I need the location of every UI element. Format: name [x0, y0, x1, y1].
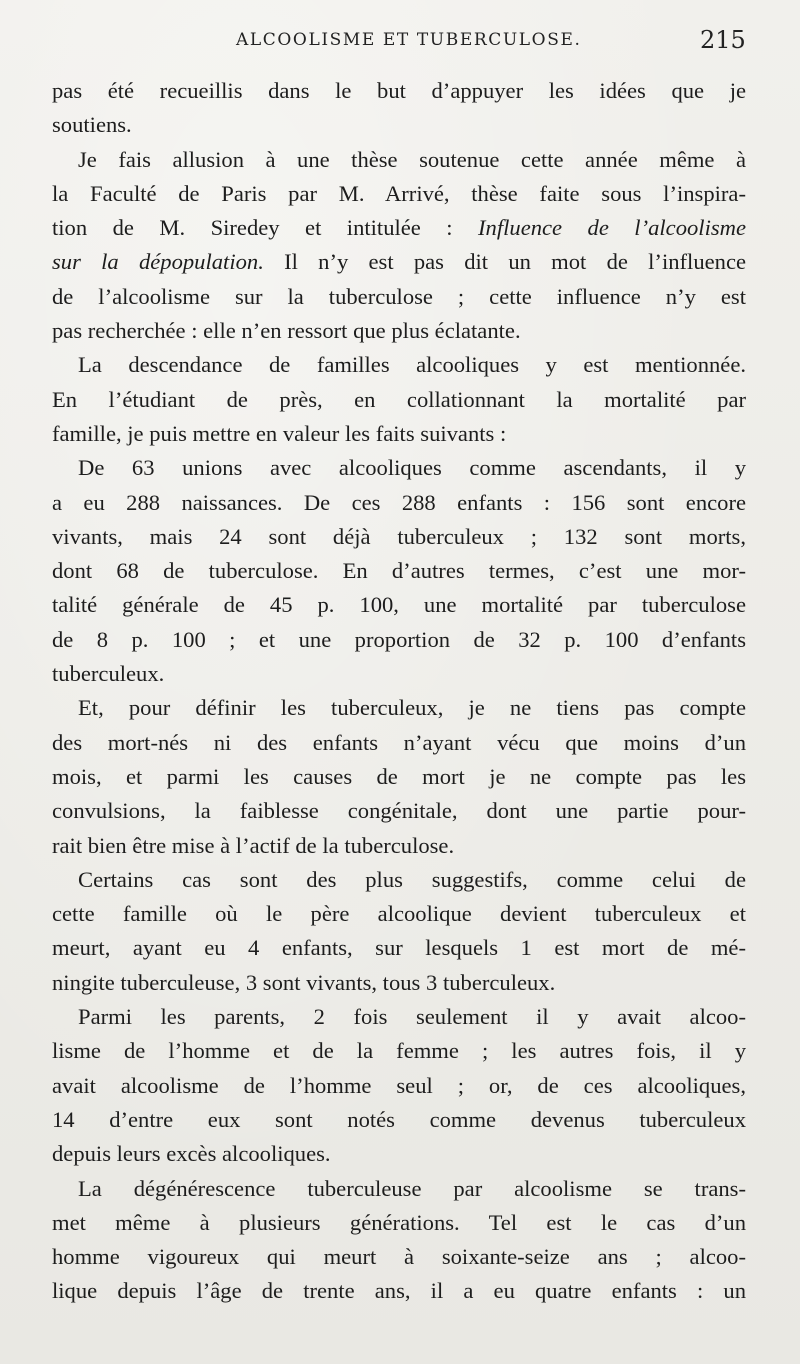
text-line	[52, 245, 746, 279]
text-line: ningite tuberculeuse, 3 sont vivants, tous 3 tuberculeux.	[52, 969, 556, 995]
text-line: de l’alcoolisme sur la tuberculose ; cette influence n’y est	[52, 283, 746, 309]
text-line: meurt, ayant eu 4 enfants, sur lesquels 1 est mort de mé-	[52, 935, 746, 961]
text-line: cette famille où le père alcoolique devient tuberculeux et	[52, 901, 746, 927]
text-line: famille, je puis mettre en valeur les faits suivants :	[52, 420, 507, 446]
text-line: pas recherchée : elle n’en ressort que plus éclatante.	[52, 318, 521, 344]
running-head: ALCOOLISME ET TUBERCULOSE.	[236, 30, 582, 50]
text-line: Certains cas sont des plus suggestifs, comme celui de	[78, 866, 746, 892]
text-line: 14 d’entre eux sont notés comme devenus tuberculeux	[52, 1106, 746, 1132]
text-line: soutiens.	[52, 112, 132, 138]
text-line: avait alcoolisme de l’homme seul ; or, de ces alcooliques,	[52, 1072, 746, 1098]
text-line: La dégénérescence tuberculeuse par alcoolisme se trans-	[78, 1175, 746, 1201]
text-line: lisme de l’homme et de la femme ; les autres fois, il y	[52, 1038, 746, 1064]
text-line	[52, 211, 746, 245]
book-title-italic: Influence de l’alcoolisme	[478, 215, 746, 241]
text-line: En l’étudiant de près, en collationnant la mortalité par	[52, 386, 746, 412]
text-fragment: tion de M. Siredey et intitulée :	[52, 215, 479, 241]
text-line: mois, et parmi les causes de mort je ne compte pas les	[52, 763, 746, 789]
text-line: la Faculté de Paris par M. Arrivé, thèse faite sous l’inspira-	[52, 180, 746, 206]
text-line: De 63 unions avec alcooliques comme ascendants, il y	[78, 455, 746, 481]
text-line: lique depuis l’âge de trente ans, il a eu quatre enfants : un	[52, 1278, 746, 1304]
text-line: pas été recueillis dans le but d’appuyer les idées que je	[52, 78, 746, 103]
text-line: homme vigoureux qui meurt à soixante-seize ans ; alcoo-	[52, 1244, 746, 1270]
text-line: rait bien être mise à l’actif de la tuberculose.	[52, 832, 455, 858]
text-fragment: Il n’y est pas dit un mot de l’influence	[263, 249, 746, 275]
text-line: La descendance de familles alcooliques y est mentionnée.	[78, 352, 746, 378]
text-line: tuberculeux.	[52, 661, 165, 687]
text-line: vivants, mais 24 sont déjà tuberculeux ; 132 sont morts,	[52, 523, 746, 549]
page-number: 215	[700, 26, 746, 54]
text-line: depuis leurs excès alcooliques.	[52, 1141, 331, 1167]
text-line: Parmi les parents, 2 fois seulement il y avait alcoo-	[78, 1004, 746, 1030]
text-line: des mort-nés ni des enfants n’ayant vécu que moins d’un	[52, 729, 746, 755]
page-text	[52, 74, 746, 1309]
text-line: met même à plusieurs générations. Tel est le cas d’un	[52, 1209, 746, 1235]
text-line: talité générale de 45 p. 100, une mortalité par tuberculose	[52, 592, 746, 618]
text-line: a eu 288 naissances. De ces 288 enfants : 156 sont encore	[52, 489, 746, 515]
text-line: Et, pour définir les tuberculeux, je ne tiens pas compte	[78, 695, 746, 721]
text-line: de 8 p. 100 ; et une proportion de 32 p. 100 d’enfants	[52, 626, 746, 652]
book-title-italic: sur la dépopulation.	[52, 249, 264, 275]
text-line: convulsions, la faiblesse congénitale, dont une partie pour-	[52, 798, 746, 824]
text-line: dont 68 de tuberculose. En d’autres termes, c’est une mor-	[52, 558, 746, 584]
text-line: Je fais allusion à une thèse soutenue cette année même à	[78, 146, 746, 172]
